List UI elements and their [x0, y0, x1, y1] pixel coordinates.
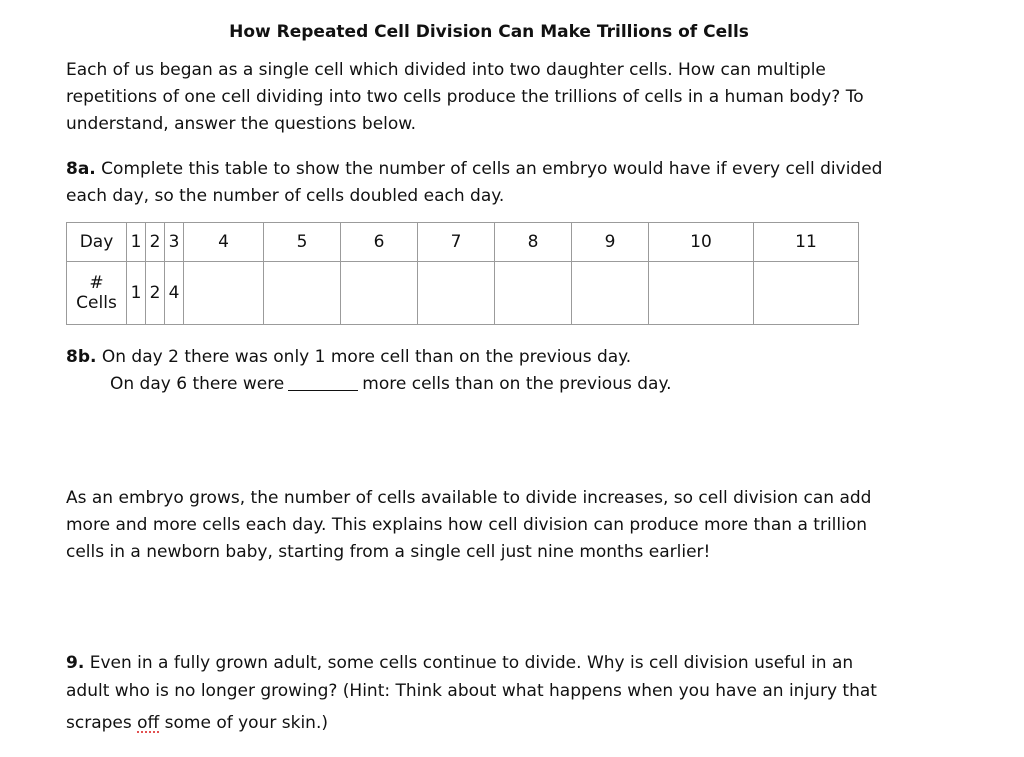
question-9-line3: [66, 709, 328, 737]
intro-paragraph: [66, 57, 946, 138]
spellcheck-flagged-word[interactable]: off: [137, 713, 160, 733]
day-cell: 7: [418, 223, 495, 262]
question-9-text: Even in a fully grown adult, some cells continue to divide. Why is cell division useful in an: [84, 653, 854, 673]
cell-count-input[interactable]: [754, 262, 859, 325]
day-cell: 10: [649, 223, 754, 262]
question-8a: [66, 156, 946, 210]
question-8a-text: each day, so the number of cells doubled each day.: [66, 186, 505, 206]
question-8b-text: more cells than on the previous day.: [362, 374, 672, 394]
answer-blank[interactable]: [288, 374, 358, 391]
info-line: cells in a newborn baby, starting from a single cell just nine months earlier!: [66, 542, 711, 562]
day-row: [67, 223, 859, 262]
cells-row: [67, 262, 859, 325]
question-8b-text: On day 6 there were: [110, 374, 285, 394]
day-cell: 4: [184, 223, 264, 262]
cells-header-word: Cells: [76, 293, 117, 313]
day-cell: 8: [495, 223, 572, 262]
cells-header-symbol: #: [89, 273, 104, 293]
cell-count-input[interactable]: [572, 262, 649, 325]
intro-line: repetitions of one cell dividing into two cells produce the trillions of cells in a human body? To: [66, 87, 864, 107]
cell-doubling-table: [66, 222, 859, 325]
cell-count-cell: 4: [165, 262, 184, 325]
question-8b: [66, 344, 946, 398]
intro-line: Each of us began as a single cell which divided into two daughter cells. How can multiple: [66, 60, 826, 80]
cells-header: [67, 262, 127, 325]
cell-count-cell: 2: [146, 262, 165, 325]
question-9-text: some of your skin.): [159, 713, 328, 733]
question-8a-label: 8a.: [66, 159, 96, 179]
intro-line: understand, answer the questions below.: [66, 114, 417, 134]
question-9: [66, 649, 946, 737]
cell-count-cell: 1: [127, 262, 146, 325]
day-header: Day: [67, 223, 127, 262]
cell-count-input[interactable]: [649, 262, 754, 325]
cell-count-input[interactable]: [184, 262, 264, 325]
question-9-text: scrapes: [66, 713, 138, 733]
cell-count-input[interactable]: [341, 262, 418, 325]
question-8a-text: Complete this table to show the number of cells an embryo would have if every cell divided: [95, 159, 883, 179]
question-9-text: adult who is no longer growing? (Hint: Think about what happens when you have an injury that: [66, 681, 877, 701]
day-cell: 5: [264, 223, 341, 262]
page-title: How Repeated Cell Division Can Make Trillions of Cells: [229, 22, 749, 42]
day-cell: 3: [165, 223, 184, 262]
day-cell: 6: [341, 223, 418, 262]
question-9-label: 9.: [66, 653, 85, 673]
cell-count-input[interactable]: [495, 262, 572, 325]
day-cell: 11: [754, 223, 859, 262]
cell-count-input[interactable]: [264, 262, 341, 325]
cell-count-input[interactable]: [418, 262, 495, 325]
day-cell: 2: [146, 223, 165, 262]
info-paragraph: [66, 485, 946, 566]
day-cell: 1: [127, 223, 146, 262]
question-8b-text: On day 2 there was only 1 more cell than on the previous day.: [96, 347, 632, 367]
day-cell: 9: [572, 223, 649, 262]
info-line: more and more cells each day. This explains how cell division can produce more than a trillion: [66, 515, 868, 535]
question-8b-label: 8b.: [66, 347, 97, 367]
info-line: As an embryo grows, the number of cells available to divide increases, so cell division can add: [66, 488, 872, 508]
